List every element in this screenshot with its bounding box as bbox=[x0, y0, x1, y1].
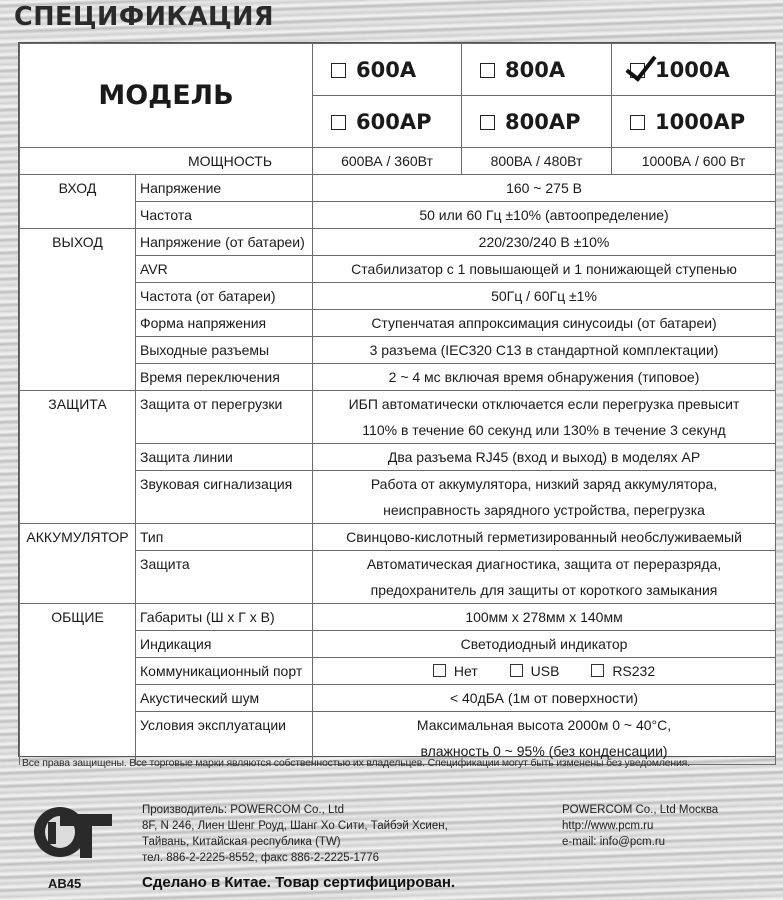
checkbox-icon bbox=[630, 115, 645, 130]
value-cell: Ступенчатая аппроксимация синусоиды (от батареи) bbox=[313, 310, 776, 337]
ports-cell bbox=[313, 658, 776, 685]
checkbox-icon bbox=[331, 115, 346, 130]
table-row bbox=[20, 364, 776, 391]
spec-sheet bbox=[18, 42, 776, 757]
param-cell: Время переключения bbox=[136, 364, 313, 391]
value-cell: 160 ~ 275 В bbox=[313, 175, 776, 202]
table-row bbox=[20, 685, 776, 712]
table-row bbox=[20, 283, 776, 310]
group-protection: ЗАЩИТА bbox=[20, 391, 136, 444]
param-cell: Частота (от батареи) bbox=[136, 283, 313, 310]
value-cell: Два разъема RJ45 (вход и выход) в моделях AP bbox=[313, 444, 776, 471]
param-cell: Тип bbox=[136, 524, 313, 551]
param-cell: Защита bbox=[136, 551, 313, 604]
model-800a: 800A bbox=[462, 44, 612, 96]
param-cell: AVR bbox=[136, 256, 313, 283]
table-row bbox=[20, 175, 776, 202]
model-label: МОДЕЛЬ bbox=[20, 44, 313, 148]
power-row bbox=[20, 148, 776, 175]
value-cell: Работа от аккумулятора, низкий заряд аккумулятора, неисправность зарядного устройства, перегрузка bbox=[313, 471, 776, 524]
table-row bbox=[20, 444, 776, 471]
param-cell: Частота bbox=[136, 202, 313, 229]
table-row bbox=[20, 256, 776, 283]
table-row bbox=[20, 471, 776, 524]
page-title: СПЕЦИФИКАЦИЯ bbox=[14, 2, 275, 32]
power-800: 800ВА / 480Вт bbox=[462, 148, 612, 175]
group-output: ВЫХОД bbox=[20, 229, 136, 256]
value-cell: 100мм х 278мм х 140мм bbox=[313, 604, 776, 631]
value-cell: Светодиодный индикатор bbox=[313, 631, 776, 658]
value-cell: 50 или 60 Гц ±10% (автоопределение) bbox=[313, 202, 776, 229]
param-cell: Звуковая сигнализация bbox=[136, 471, 313, 524]
table-row bbox=[20, 524, 776, 551]
param-cell: Коммуникационный порт bbox=[136, 658, 313, 685]
group-battery: АККУМУЛЯТОР bbox=[20, 524, 136, 551]
value-cell: < 40дБА (1м от поверхности) bbox=[313, 685, 776, 712]
table-row bbox=[20, 604, 776, 631]
value-cell: ИБП автоматически отключается если перегрузка превысит 110% в течение 60 секунд или 130% в течение 3 секунд bbox=[313, 391, 776, 444]
checkbox-icon bbox=[480, 63, 495, 78]
moscow-office: POWERCOM Co., Ltd Москва http://www.pcm.ru e-mail: info@pcm.ru bbox=[562, 804, 719, 848]
param-cell: Условия эксплуатации bbox=[136, 712, 313, 765]
value-cell: 50Гц / 60Гц ±1% bbox=[313, 283, 776, 310]
value-cell: 3 разъема (IEC320 C13 в стандартной комплектации) bbox=[313, 337, 776, 364]
param-cell: Напряжение (от батареи) bbox=[136, 229, 313, 256]
value-cell: Максимальная высота 2000м 0 ~ 40°С, влажность 0 ~ 95% (без конденсации) bbox=[313, 712, 776, 765]
value-cell: Стабилизатор с 1 повышающей и 1 понижающей ступенью bbox=[313, 256, 776, 283]
model-1000a: 1000A bbox=[612, 44, 776, 96]
checkbox-icon bbox=[331, 63, 346, 78]
value-cell: 220/230/240 В ±10% bbox=[313, 229, 776, 256]
model-row-1 bbox=[20, 44, 776, 96]
power-600: 600ВА / 360Вт bbox=[313, 148, 462, 175]
port-none: Нет bbox=[433, 663, 478, 679]
port-usb: USB bbox=[510, 663, 560, 679]
param-cell: Индикация bbox=[136, 631, 313, 658]
spec-table bbox=[19, 43, 776, 765]
value-cell: 2 ~ 4 мс включая время обнаружения (типовое) bbox=[313, 364, 776, 391]
group-general: ОБЩИЕ bbox=[20, 604, 136, 631]
param-cell: Защита линии bbox=[136, 444, 313, 471]
param-cell: Напряжение bbox=[136, 175, 313, 202]
param-cell: Акустический шум bbox=[136, 685, 313, 712]
checkbox-icon bbox=[433, 664, 446, 677]
checkbox-icon bbox=[480, 115, 495, 130]
model-1000ap: 1000AP bbox=[612, 96, 776, 148]
port-rs232: RS232 bbox=[591, 663, 655, 679]
model-600ap: 600AP bbox=[313, 96, 462, 148]
table-row bbox=[20, 391, 776, 444]
group-input: ВХОД bbox=[20, 175, 136, 202]
table-row bbox=[20, 551, 776, 604]
power-1000: 1000ВА / 600 Вт bbox=[612, 148, 776, 175]
param-cell: Выходные разъемы bbox=[136, 337, 313, 364]
value-cell: Свинцово-кислотный герметизированный необслуживаемый bbox=[313, 524, 776, 551]
param-cell: Форма напряжения bbox=[136, 310, 313, 337]
param-cell: Габариты (Ш х Г х В) bbox=[136, 604, 313, 631]
checkbox-icon bbox=[591, 664, 604, 677]
table-row bbox=[20, 337, 776, 364]
power-label: МОЩНОСТЬ bbox=[20, 148, 313, 175]
param-cell: Защита от перегрузки bbox=[136, 391, 313, 444]
made-in: Сделано в Китае. Товар сертифицирован. bbox=[142, 874, 456, 891]
rights-note: Все права защищены. Все торговые марки являются собственностью их владельцев. Спецификации могут быть изменены без уведомления. bbox=[22, 757, 690, 769]
value-cell: Автоматическая диагностика, защита от переразряда, предохранитель для защиты от короткого замыкания bbox=[313, 551, 776, 604]
checkbox-icon bbox=[510, 664, 523, 677]
checkmark-icon bbox=[630, 63, 645, 78]
manufacturer-info: Производитель: POWERCOM Co., Ltd 8F, N 246, Лиен Шенг Роуд, Шанг Хо Сити, Тайбэй Хсиен, Тайвань, Китайская республика (TW) тел. 886-2-2225-8552, факс 886-2-2225-1776 bbox=[142, 804, 448, 864]
table-row bbox=[20, 229, 776, 256]
certification-logo-icon bbox=[30, 804, 112, 860]
table-row bbox=[20, 202, 776, 229]
table-row bbox=[20, 631, 776, 658]
table-row bbox=[20, 310, 776, 337]
cert-code: АВ45 bbox=[48, 876, 82, 891]
table-row bbox=[20, 658, 776, 685]
model-600a: 600A bbox=[313, 44, 462, 96]
model-800ap: 800AP bbox=[462, 96, 612, 148]
